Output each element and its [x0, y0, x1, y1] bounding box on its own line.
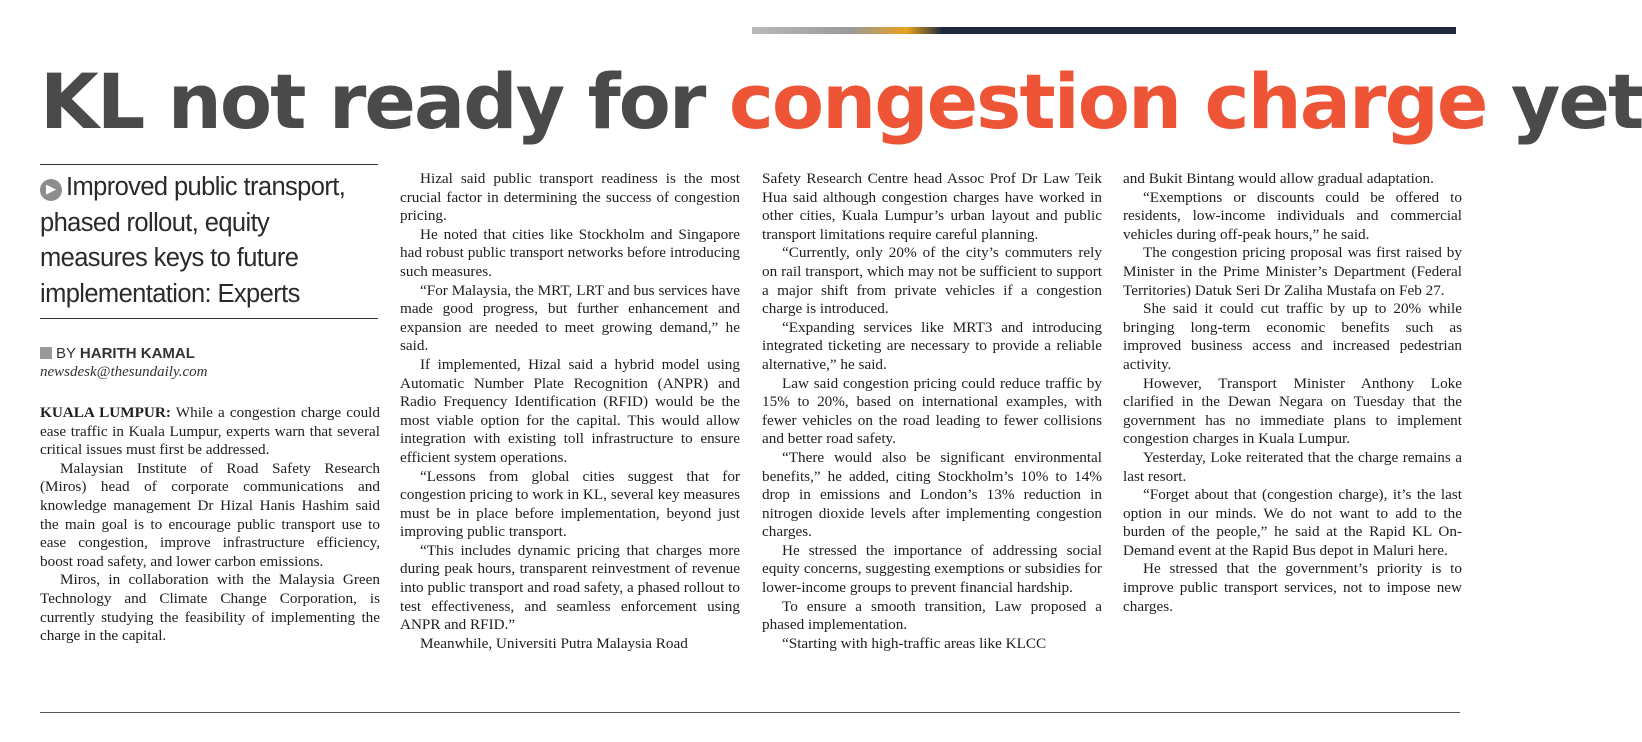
byline — [40, 345, 195, 362]
article-column-3 — [762, 170, 1102, 653]
paragraph: Miros, in collaboration with the Malaysia Green Technology and Climate Change Corporation, is currently studying the feasibility of implementing the charge in the capital. — [40, 571, 380, 645]
paragraph: “There would also be significant environmental benefits,” he added, citing Stockholm’s 10% to 14% drop in emissions and London’s 13% reduction in nitrogen dioxide levels after implementing congestion charges. — [762, 448, 1102, 541]
paragraph-text: While a congestion charge could ease traffic in Kuala Lumpur, experts warn that several critical issues must first be addressed. — [40, 404, 380, 459]
article-column-2 — [400, 170, 740, 653]
deck — [40, 170, 380, 312]
paragraph: Safety Research Centre head Assoc Prof Dr Law Teik Hua said although congestion charges have worked in other cities, Kuala Lumpur’s urban layout and public transport limitations require careful planning. — [762, 170, 1102, 243]
paragraph: “Expanding services like MRT3 and introducing integrated ticketing are necessary to provide a reliable alternative,” he said. — [762, 318, 1102, 373]
deck-text: Improved public transport, phased rollout, equity measures keys to future implementation: Experts — [40, 173, 346, 308]
paragraph: and Bukit Bintang would allow gradual adaptation. — [1123, 170, 1434, 187]
paragraph: Meanwhile, Universiti Putra Malaysia Road — [420, 634, 688, 652]
headline-part-2: congestion charge — [728, 57, 1487, 146]
paragraph: Hizal said public transport readiness is the most crucial factor in determining the success of congestion pricing. — [400, 170, 740, 225]
paragraph: The congestion pricing proposal was first raised by Minister in the Prime Minister’s Department (Federal Territories) Datuk Seri Dr Zaliha Mustafa on Feb 27. — [1123, 244, 1462, 299]
paragraph: “For Malaysia, the MRT, LRT and bus services have made good progress, but further enhancement and expansion are needed to meet growing demand,” he said. — [400, 281, 740, 355]
paragraph: “Lessons from global cities suggest that for congestion pricing to work in KL, several key measures must be in place before implementation, beyond just improving public transport. — [400, 467, 740, 541]
top-color-bar — [752, 27, 1456, 34]
paragraph: He stressed that the government’s priority is to improve public transport services, not to impose new charges. — [1123, 560, 1462, 615]
headline-part-3: yet — [1486, 57, 1642, 146]
paragraph: He stressed the importance of addressing social equity concerns, suggesting exemptions or subsidies for lower-income groups to prevent financial hardship. — [762, 541, 1102, 597]
byline-email: newsdesk@thesundaily.com — [40, 364, 208, 380]
paragraph — [40, 404, 380, 460]
paragraph: Malaysian Institute of Road Safety Research (Miros) head of corporate communications and knowledge management Dr Hizal Hanis Hashim said the main goal is to encourage public transport use to ease congestion, improve infrastructure efficiency, boost road safety, and lower carbon emissions. — [40, 459, 380, 570]
deck-bottom-rule — [40, 318, 378, 319]
paragraph: Yesterday, Loke reiterated that the charge remains a last resort. — [1123, 448, 1462, 485]
paragraph: Law said congestion pricing could reduce traffic by 15% to 20%, based on international examples, with fewer vehicles on the road leading to fewer collisions and better road safety. — [762, 374, 1102, 448]
article-column-4 — [1123, 170, 1462, 616]
headline — [40, 52, 1642, 152]
byline-square-icon — [40, 347, 52, 359]
paragraph: To ensure a smooth transition, Law proposed a phased implementation. — [762, 597, 1102, 634]
deck-top-rule — [40, 164, 378, 165]
paragraph: She said it could cut traffic by up to 20% while bringing long-term economic benefits such as improved business access and increased pedestrian activity. — [1123, 300, 1462, 373]
paragraph: “This includes dynamic pricing that charges more during peak hours, transparent reinvestment of revenue into public transport and road safety, a phased rollout to test effectiveness, and seamless enforcement using ANPR and RFID.” — [400, 541, 740, 634]
paragraph: “Currently, only 20% of the city’s commuters rely on rail transport, which may not be sufficient to support a major shift from private vehicles if a congestion charge is introduced. — [762, 244, 1102, 318]
dateline: KUALA LUMPUR: — [40, 404, 171, 421]
article-column-1 — [40, 404, 380, 646]
chevron-right-circle-icon: ▶ — [40, 179, 62, 201]
paragraph: “Exemptions or discounts could be offered to residents, low-income individuals and commercial vehicles during off-peak hours,” he said. — [1123, 188, 1462, 243]
byline-prefix: BY — [56, 345, 80, 362]
headline-part-1: KL not ready for — [40, 57, 729, 146]
paragraph: “Forget about that (congestion charge), it’s the last option in our minds. We do not want to add to the burden of the people,” he said at the Rapid KL On-Demand event at the Rapid Bus depot in Maluri here. — [1123, 486, 1462, 559]
byline-author: HARITH KAMAL — [79, 345, 195, 362]
paragraph: He noted that cities like Stockholm and Singapore had robust public transport networks before introducing such measures. — [400, 225, 740, 280]
bottom-rule — [40, 712, 1460, 713]
paragraph: If implemented, Hizal said a hybrid model using Automatic Number Plate Recognition (ANPR) and Radio Frequency Identification (RFID) would be the most viable option for the capital. This would allow integration with existing toll infrastructure to ensure efficient system operations. — [400, 355, 740, 466]
paragraph: “Starting with high-traffic areas like KLCC — [782, 634, 1047, 652]
paragraph: However, Transport Minister Anthony Loke clarified in the Dewan Negara on Tuesday that the government has no immediate plans to implement congestion charges in Kuala Lumpur. — [1123, 374, 1462, 448]
